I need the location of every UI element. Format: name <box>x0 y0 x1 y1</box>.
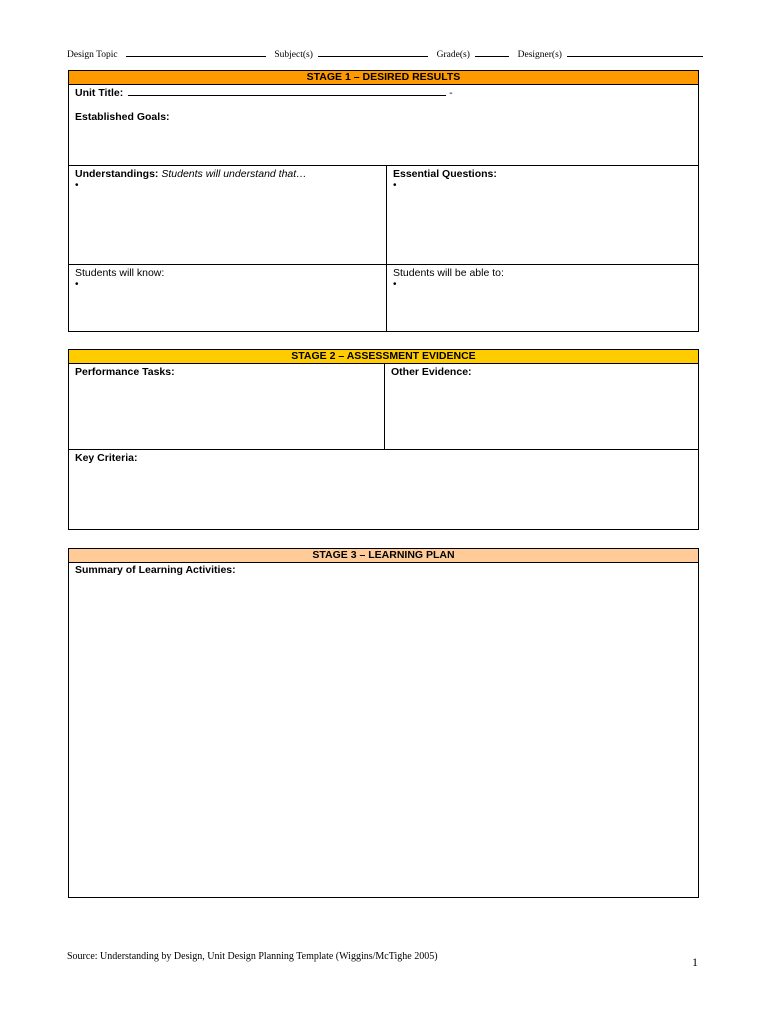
page-number: 1 <box>692 955 698 969</box>
essential-questions-cell[interactable] <box>387 166 698 264</box>
design-topic-field[interactable] <box>126 46 266 57</box>
performance-tasks-label: Performance Tasks: <box>75 366 175 378</box>
stage2-section <box>68 349 699 530</box>
performance-tasks-cell[interactable] <box>69 364 384 448</box>
unit-title-label: Unit Title: <box>75 87 124 99</box>
subjects-label: Subject(s) <box>274 50 313 60</box>
subjects-field[interactable] <box>318 46 428 57</box>
header-fields <box>67 46 707 62</box>
essential-questions-bullet: • <box>393 180 397 191</box>
source-citation: Source: Understanding by Design, Unit Design Planning Template (Wiggins/McTighe 2005) <box>67 951 438 962</box>
other-evidence-label: Other Evidence: <box>391 366 472 378</box>
students-know-cell[interactable] <box>69 265 386 331</box>
understandings-label: Understandings: <box>75 168 159 180</box>
understandings-prompt: Students will understand that… <box>161 168 307 180</box>
essential-questions-label: Essential Questions: <box>393 168 497 180</box>
students-know-label: Students will know: <box>75 267 165 279</box>
grades-label: Grade(s) <box>436 50 470 60</box>
learning-activities-cell[interactable] <box>69 562 698 897</box>
grades-field[interactable] <box>475 46 509 57</box>
stage1-title: STAGE 1 – DESIRED RESULTS <box>69 71 698 85</box>
key-criteria-cell[interactable] <box>69 450 698 529</box>
students-able-label: Students will be able to: <box>393 267 504 279</box>
students-able-cell[interactable] <box>387 265 698 331</box>
stage2-title: STAGE 2 – ASSESSMENT EVIDENCE <box>69 350 698 364</box>
learning-activities-label: Summary of Learning Activities: <box>75 564 236 576</box>
designers-label: Designer(s) <box>517 50 562 60</box>
unit-title-field[interactable] <box>128 86 446 96</box>
students-able-bullet: • <box>393 279 397 290</box>
other-evidence-cell[interactable] <box>385 364 698 448</box>
understandings-cell[interactable] <box>69 166 386 264</box>
unit-title-end: - <box>449 87 453 99</box>
stage1-section <box>68 70 699 332</box>
design-topic-label: Design Topic <box>67 50 118 60</box>
established-goals-label: Established Goals: <box>75 111 170 123</box>
students-know-bullet: • <box>75 279 79 290</box>
understandings-bullet: • <box>75 180 79 191</box>
stage3-section <box>68 548 699 898</box>
key-criteria-label: Key Criteria: <box>75 452 138 464</box>
designers-field[interactable] <box>567 46 703 57</box>
stage3-title: STAGE 3 – LEARNING PLAN <box>69 549 698 563</box>
unit-title-cell[interactable] <box>69 84 698 164</box>
